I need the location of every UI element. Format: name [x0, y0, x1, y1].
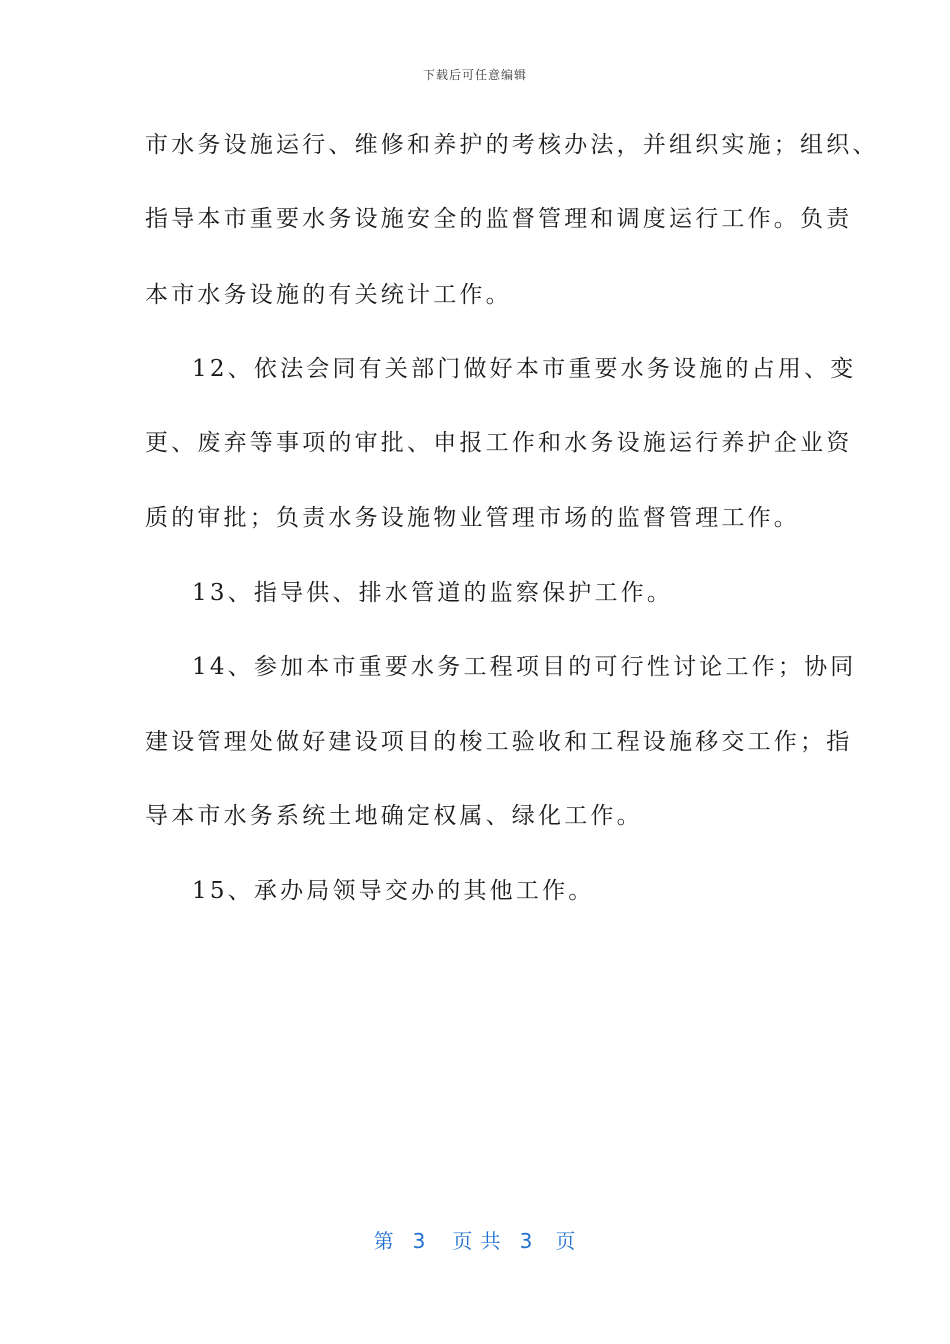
- text-line: 建设管理处做好建设项目的梭工验收和工程设施移交工作；指: [145, 729, 853, 755]
- text-line: 12、依法会同有关部门做好本市重要水务设施的占用、变: [192, 356, 857, 382]
- text-line: 指导本市重要水务设施安全的监督管理和调度运行工作。负责: [145, 206, 853, 232]
- footer-label-end: 页: [555, 1229, 577, 1253]
- text-line: 13、指导供、排水管道的监察保护工作。: [192, 580, 674, 606]
- text-line: 本市水务设施的有关统计工作。: [145, 282, 512, 308]
- text-line: 15、承办局领导交办的其他工作。: [192, 878, 595, 904]
- text-line: 质的审批；负责水务设施物业管理市场的监督管理工作。: [145, 505, 800, 531]
- text-line: 更、废弃等事项的审批、申报工作和水务设施运行养护企业资: [145, 430, 853, 456]
- footer-total-pages: 3: [519, 1229, 534, 1253]
- text-line: 导本市水务系统土地确定权属、绿化工作。: [145, 803, 643, 829]
- footer-label-of: 页 共: [452, 1229, 502, 1253]
- footer-current-page: 3: [412, 1229, 427, 1253]
- text-line: 14、参加本市重要水务工程项目的可行性讨论工作；协同: [192, 654, 857, 680]
- footer-label-page: 第: [373, 1229, 395, 1253]
- page-footer: [0, 1225, 950, 1254]
- header-note: 下载后可任意编辑: [422, 68, 527, 82]
- text-line: 市水务设施运行、维修和养护的考核办法，并组织实施；组织、: [145, 132, 879, 158]
